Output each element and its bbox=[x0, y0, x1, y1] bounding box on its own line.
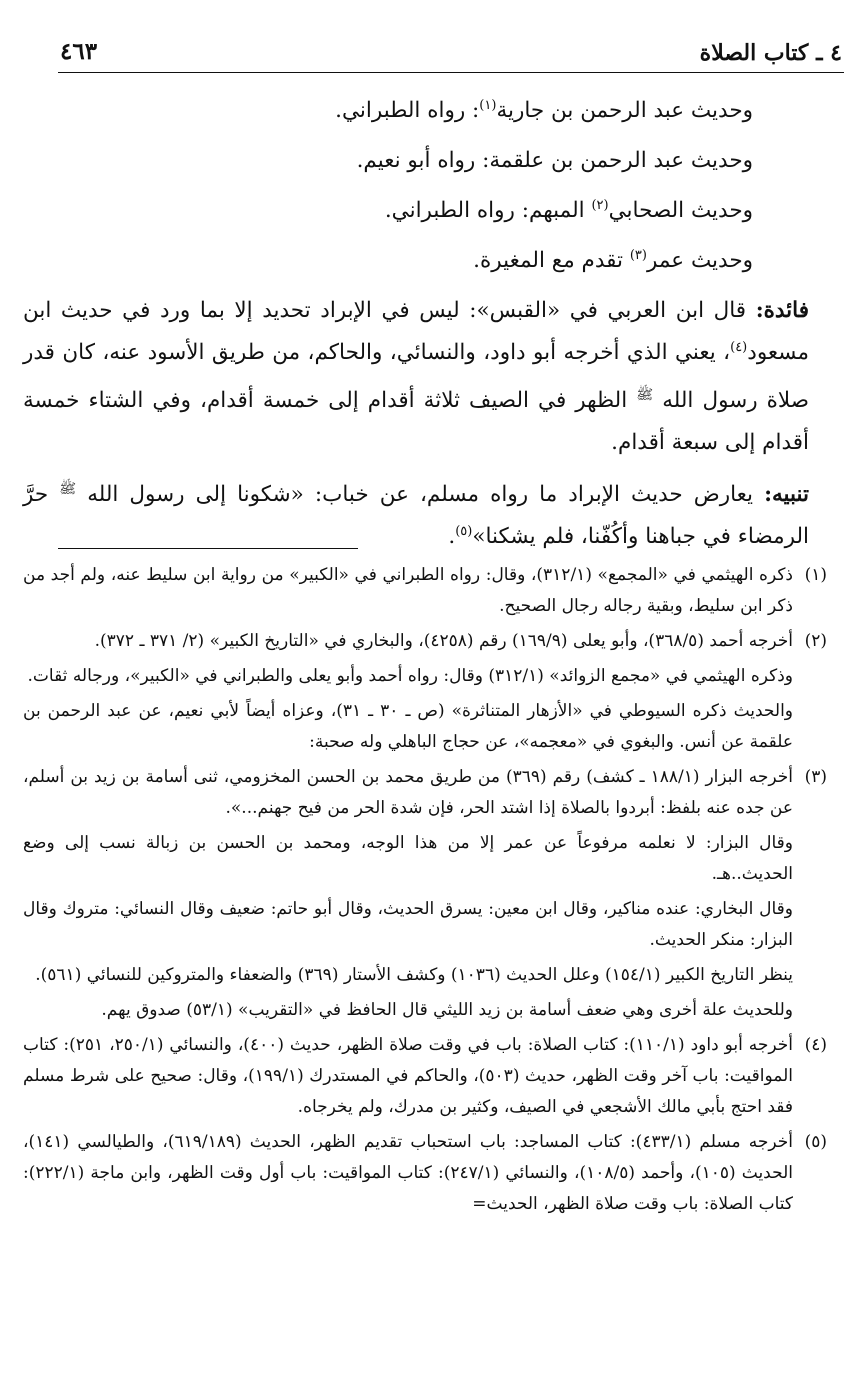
footnote bbox=[23, 1030, 827, 1123]
footnote bbox=[23, 626, 827, 758]
tanbih-text: يعارض حديث الإبراد ما رواه مسلم، عن خباب: «شكونا إلى رسول الله bbox=[76, 482, 765, 508]
main-text bbox=[23, 90, 809, 558]
footnote-ref: (٢) bbox=[591, 197, 609, 213]
hadith-line bbox=[23, 90, 809, 132]
footnote-text: والحديث ذكره السيوطي في «الأزهار المتناثرة» (ص ـ ٣٠ ـ ٣١)، وعزاه أيضاً لأبي نعيم، عن عبد الرحمن بن علقمة عن أنس. والبغوي في «معجمه»، عن حجاج الباهلي وله صحبة: bbox=[23, 701, 793, 752]
footnote-text: وقال البخاري: عنده مناكير، وقال ابن معين: يسرق الحديث، وقال أبو حاتم: ضعيف وقال النسائي: متروك وقال البزار: منكر الحديث. bbox=[23, 899, 793, 950]
chapter-title: ٤ ـ كتاب الصلاة bbox=[699, 40, 842, 66]
footnote-ref: (٤) bbox=[730, 339, 748, 355]
hadith-text: المبهم: رواه الطبراني. bbox=[384, 198, 592, 223]
faida-label: فائدة: bbox=[755, 298, 809, 323]
footnote-number: (٤) bbox=[804, 1035, 827, 1055]
hadith-text: : رواه الطبراني. bbox=[335, 98, 480, 123]
page-number: ٤٦٣ bbox=[60, 38, 98, 65]
footnote-text: وذكره الهيثمي في «مجمع الزوائد» (٣١٢/١) وقال: رواه أحمد وأبو يعلى والطبراني في «الكبير»، ورجاله ثقات. bbox=[27, 666, 793, 686]
tanbih-label: تنبيه: bbox=[764, 482, 809, 508]
faida-text: قال ابن العربي في «القبس»: ليس في الإبراد تحديد إلا بما ورد في حديث ابن مسعود bbox=[23, 298, 809, 365]
footnote-text: ذكره الهيثمي في «المجمع» (٣١٢/١)، وقال: رواه الطبراني في «الكبير» من رواية ابن سليط عنه، ولم أجد من ذكر ابن سليط، وبقية رجاله رجال الصحيح. bbox=[23, 565, 794, 616]
footnote-text: ينظر التاريخ الكبير (١٥٤/١) وعلل الحديث (١٠٣٦) وكشف الأستار (٣٦٩) والضعفاء والمتروكين للنسائي (٥٦١). bbox=[35, 965, 793, 985]
hadith-text: وحديث الصحابي bbox=[608, 198, 753, 223]
footnote-ref: (١) bbox=[479, 97, 497, 113]
faida-text: الظهر في الصيف ثلاثة أقدام إلى خمسة أقدام، وفي الشتاء خمسة أقدام إلى سبعة أقدام. bbox=[23, 388, 809, 456]
footnote-text: أخرجه مسلم (٤٣٣/١): كتاب المساجد: باب استحباب تقديم الظهر، الحديث (٦١٩/١٨٩)، والطيالسي (١٤١)، الحديث (١٠٥)، وأحمد (١٠٨/٥)، والنسائي (٢٤٧/١): كتاب المواقيت: باب أول وقت الظهر، وابن ماجة (٢٢٢/١): كتاب الصلاة: باب وقت صلاة الظهر، الحديث= bbox=[23, 1132, 793, 1214]
salla-glyph: ﷺ bbox=[59, 481, 77, 498]
footnote bbox=[23, 762, 827, 1026]
footnote-number: (٢) bbox=[804, 631, 827, 651]
footnote-ref: (٥) bbox=[455, 524, 473, 540]
footnote-divider bbox=[58, 548, 358, 549]
hadith-text: وحديث عمر bbox=[646, 248, 753, 273]
footnote bbox=[23, 1127, 827, 1220]
page-header bbox=[58, 38, 844, 73]
footnote-text: وللحديث علة أخرى وهي ضعف أسامة بن زيد الليثي قال الحافظ في «التقريب» (٥٣/١) صدوق يهم. bbox=[101, 1000, 793, 1020]
footnote-ref: (٣) bbox=[629, 247, 647, 263]
footnotes bbox=[23, 560, 827, 1224]
footnote-text: أخرجه أحمد (٣٦٨/٥)، وأبو يعلى (١٦٩/٩) رقم (٤٢٥٨)، والبخاري في «التاريخ الكبير» (٢/ ٣٧١ ـ ٣٧٢). bbox=[94, 631, 793, 651]
hadith-line bbox=[23, 240, 809, 282]
footnote-number: (١) bbox=[804, 565, 827, 585]
faida-paragraph bbox=[23, 290, 809, 464]
hadith-line bbox=[23, 140, 809, 182]
footnote-text: أخرجه البزار (١٨٨/١ ـ كشف) رقم (٣٦٩) من طريق محمد بن الحسن المخزومي، ثنى أسامة بن زيد بن أسلم، عن جده عنه بلفظ: أبردوا بالصلاة إذا اشتد الحر، فإن شدة الحر من فيح جهنم...». bbox=[23, 767, 793, 818]
footnote-number: (٣) bbox=[804, 767, 827, 787]
tanbih-text: . bbox=[448, 524, 456, 550]
faida-text: ، يعني الذي أخرجه أبو داود، والنسائي، والحاكم، من طريق الأسود عنه، كان قدر صلاة رسول الله bbox=[23, 340, 809, 414]
tanbih-text: حرَّ الرمضاء في جباهنا وأكُفّنا، فلم يشكنا» bbox=[23, 482, 809, 550]
hadith-text: وحديث عبد الرحمن بن جارية bbox=[496, 98, 753, 123]
footnote-text: وقال البزار: لا نعلمه مرفوعاً عن عمر إلا من هذا الوجه، ومحمد بن الحسن بن زبالة نسب إلى وضع الحديث..هـ. bbox=[23, 833, 793, 884]
hadith-text: وحديث عبد الرحمن بن علقمة: رواه أبو نعيم. bbox=[356, 148, 753, 173]
hadith-text: تقدم مع المغيرة. bbox=[473, 248, 630, 273]
salla-glyph: ﷺ bbox=[636, 387, 654, 403]
hadith-line bbox=[23, 190, 809, 232]
footnote-number: (٥) bbox=[804, 1132, 827, 1152]
tanbih-paragraph bbox=[23, 468, 809, 558]
footnote bbox=[23, 560, 827, 622]
footnote-text: أخرجه أبو داود (١١٠/١): كتاب الصلاة: باب في وقت صلاة الظهر، حديث (٤٠٠)، والنسائي (٢٥٠/١، ٢٥١): كتاب المواقيت: باب آخر وقت الظهر، حديث (٥٠٣)، والحاكم في المستدرك (١٩٩/١)، وقال: صحيح على شرط مسلم فقد احتج بأبي مالك الأشجعي في الصيف، وكثير بن مدرك، ولم يخرجاه. bbox=[23, 1035, 794, 1117]
